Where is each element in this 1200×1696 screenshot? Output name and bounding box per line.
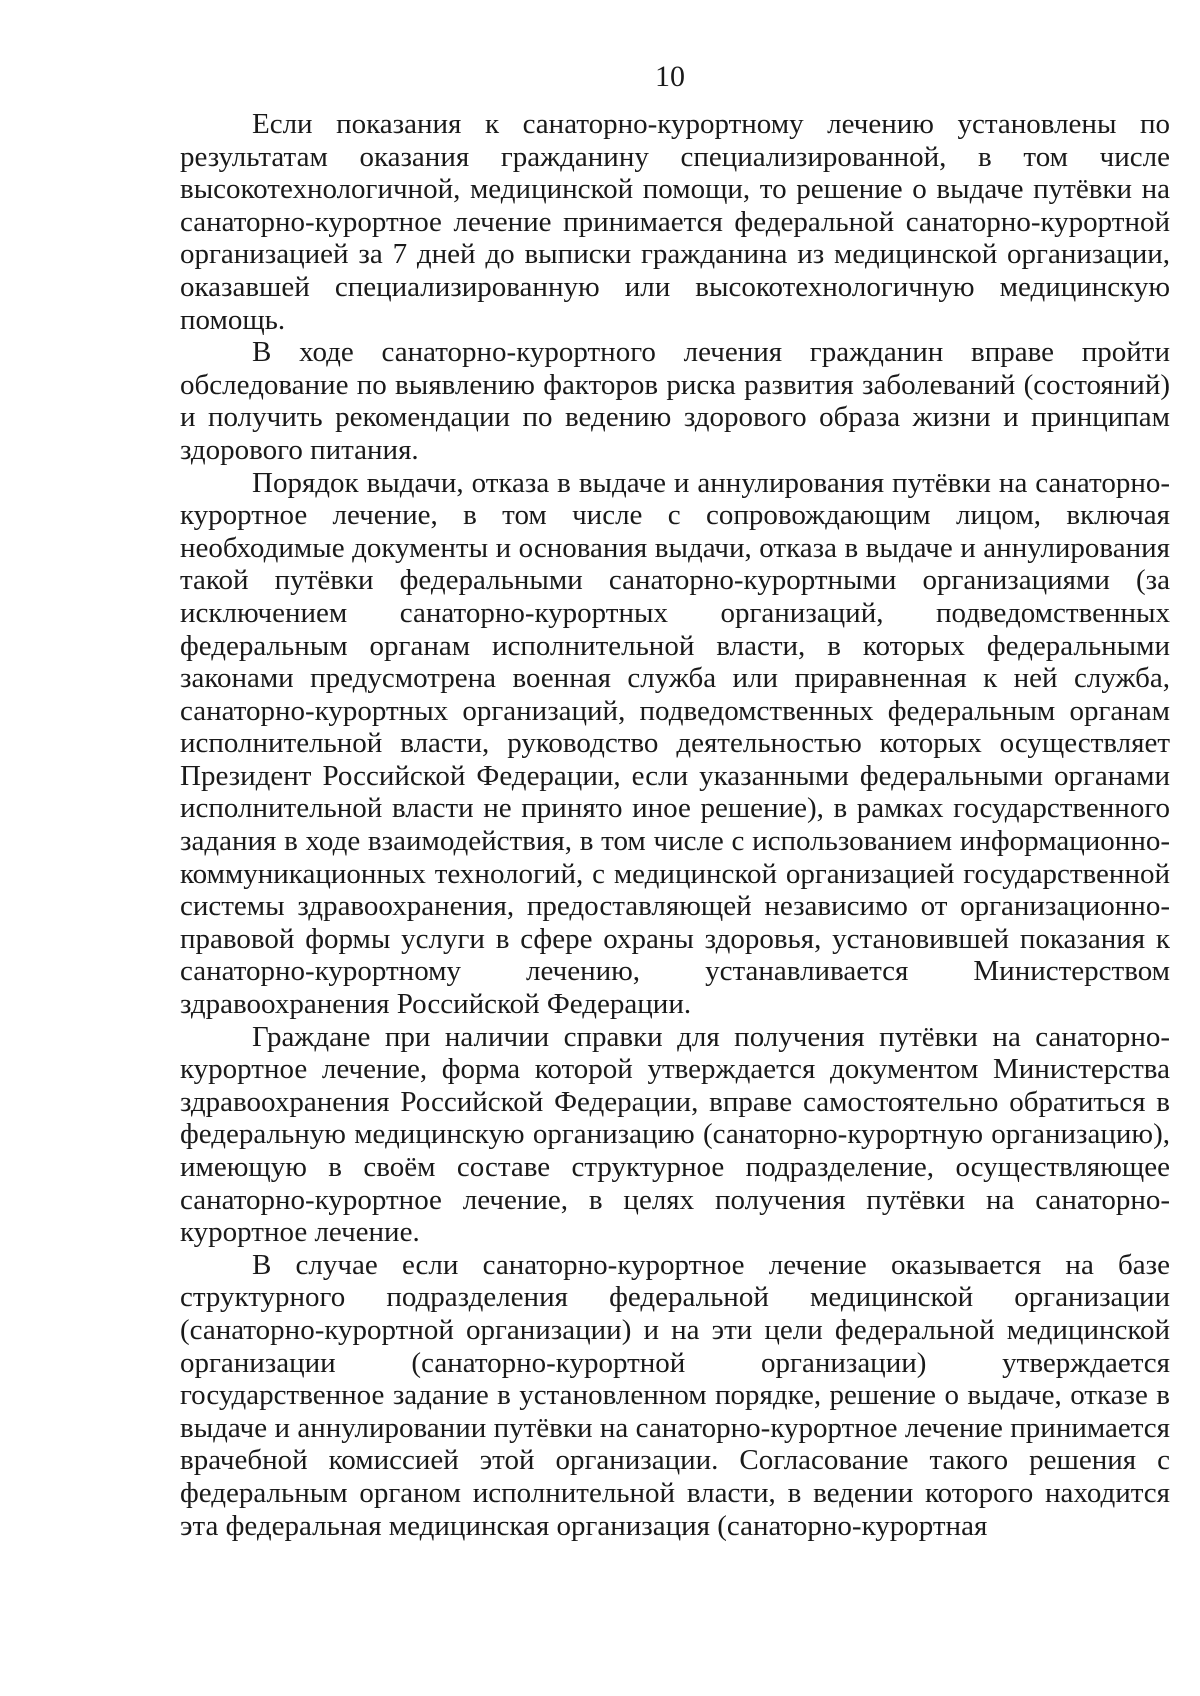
paragraph: Если показания к санаторно-курортному лечению установлены по результатам оказания гражданину специализированной, в том числе высокотехнологичной, медицинской помощи, то решение о выдаче путёвки на санаторно-курортное лечение принимается федеральной санаторно-курортной организацией за 7 дней до выписки гражданина из медицинской организации, оказавшей специализированную или высокотехнологичную медицинскую помощь. xyxy=(180,108,1170,336)
paragraph: В ходе санаторно-курортного лечения гражданин вправе пройти обследование по выявлению факторов риска развития заболеваний (состояний) и получить рекомендации по ведению здорового образа жизни и принципам здорового питания. xyxy=(180,336,1170,466)
document-body xyxy=(180,108,1170,1542)
page-number: 10 xyxy=(655,60,685,93)
paragraph: В случае если санаторно-курортное лечение оказывается на базе структурного подразделения федеральной медицинской организации (санаторно-курортной организации) и на эти цели федеральной медицинской организации (санаторно-курортной организации) утверждается государственное задание в установленном порядке, решение о выдаче, отказе в выдаче и аннулировании путёвки на санаторно-курортное лечение принимается врачебной комиссией этой организации. Согласование такого решения с федеральным органом исполнительной власти, в ведении которого находится эта федеральная медицинская организация (санаторно-курортная xyxy=(180,1248,1170,1542)
paragraph: Граждане при наличии справки для получения путёвки на санаторно-курортное лечение, форма которой утверждается документом Министерства здравоохранения Российской Федерации, вправе самостоятельно обратиться в федеральную медицинскую организацию (санаторно-курортную организацию), имеющую в своём составе структурное подразделение, осуществляющее санаторно-курортное лечение, в целях получения путёвки на санаторно-курортное лечение. xyxy=(180,1020,1170,1249)
paragraph: Порядок выдачи, отказа в выдаче и аннулирования путёвки на санаторно-курортное лечение, в том числе с сопровождающим лицом, включая необходимые документы и основания выдачи, отказа в выдаче и аннулирования такой путёвки федеральными санаторно-курортными организациями (за исключением санаторно-курортных организаций, подведомственных федеральным органам исполнительной власти, в которых федеральными законами предусмотрена военная служба или приравненная к ней служба, санаторно-курортных организаций, подведомственных федеральным органам исполнительной власти, руководство деятельностью которых осуществляет Президент Российской Федерации, если указанными федеральными органами исполнительной власти не принято иное решение), в рамках государственного задания в ходе взаимодействия, в том числе с использованием информационно-коммуникационных технологий, с медицинской организацией государственной системы здравоохранения, предоставляющей независимо от организационно-правовой формы услуги в сфере охраны здоровья, установившей показания к санаторно-курортному лечению, устанавливается Министерством здравоохранения Российской Федерации. xyxy=(180,466,1170,1021)
